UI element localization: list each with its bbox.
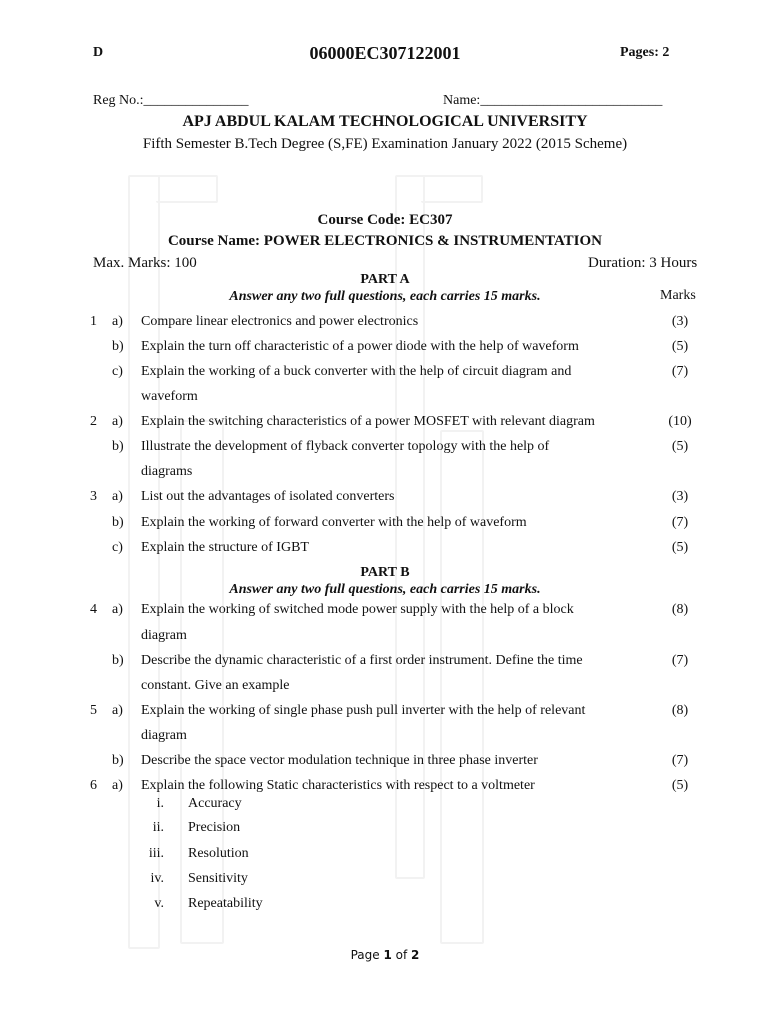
- page-prefix: Page: [350, 948, 384, 962]
- paper-series: D: [93, 45, 104, 60]
- question-sub: b): [112, 515, 124, 530]
- question-sub: b): [112, 439, 124, 454]
- question-text: List out the advantages of isolated converters: [141, 489, 395, 504]
- university-title: APJ ABDUL KALAM TECHNOLOGICAL UNIVERSITY: [182, 113, 588, 130]
- paper-code: 06000EC307122001: [309, 43, 461, 63]
- question-sub: b): [112, 653, 124, 668]
- reg-no-field: Reg No.:_______________: [93, 93, 249, 108]
- page-footer: [0, 948, 770, 962]
- question-marks: (7): [671, 753, 689, 768]
- part-b-instruction: Answer any two full questions, each carries 15 marks.: [229, 582, 541, 597]
- part-b-title: PART B: [360, 565, 410, 580]
- question-sub: a): [112, 602, 123, 617]
- question-text: Explain the following Static characteristics with respect to a voltmeter: [141, 778, 535, 793]
- list-item: Precision: [188, 820, 241, 835]
- question-text-continued: waveform: [141, 389, 198, 404]
- list-roman: ii.: [152, 820, 164, 835]
- list-item: Repeatability: [188, 896, 263, 911]
- question-text-continued: constant. Give an example: [141, 678, 290, 693]
- list-item: Sensitivity: [188, 871, 248, 886]
- part-a-instruction: Answer any two full questions, each carries 15 marks.: [229, 289, 541, 304]
- list-roman: iii.: [148, 846, 164, 861]
- course-name: Course Name: POWER ELECTRONICS & INSTRUMENTATION: [167, 233, 603, 249]
- question-number: 4: [90, 602, 97, 617]
- question-marks: (10): [668, 414, 692, 429]
- question-sub: b): [112, 753, 124, 768]
- list-roman: v.: [154, 896, 164, 911]
- question-marks: (7): [671, 515, 689, 530]
- question-sub: a): [112, 314, 123, 329]
- question-text: Describe the dynamic characteristic of a first order instrument. Define the time: [141, 653, 583, 668]
- list-roman: iv.: [150, 871, 164, 886]
- list-roman: i.: [156, 796, 164, 811]
- question-marks: (3): [671, 489, 689, 504]
- question-sub: c): [112, 540, 123, 555]
- question-text-continued: diagram: [141, 728, 187, 743]
- exam-title: Fifth Semester B.Tech Degree (S,FE) Examination January 2022 (2015 Scheme): [142, 136, 628, 152]
- question-text: Illustrate the development of flyback converter topology with the help of: [141, 439, 550, 454]
- question-text-continued: diagram: [141, 628, 187, 643]
- question-marks: (3): [671, 314, 689, 329]
- question-sub: c): [112, 364, 123, 379]
- question-marks: (5): [671, 439, 689, 454]
- course-code: Course Code: EC307: [317, 212, 453, 228]
- duration: Duration: 3 Hours: [588, 255, 698, 271]
- marks-column-label: Marks: [660, 288, 696, 303]
- question-number: 1: [90, 314, 97, 329]
- question-text: Explain the working of single phase push pull inverter with the help of relevant: [141, 703, 586, 718]
- question-marks: (7): [671, 653, 689, 668]
- question-marks: (5): [671, 339, 689, 354]
- question-number: 6: [90, 778, 97, 793]
- max-marks: Max. Marks: 100: [93, 255, 197, 271]
- part-a-title: PART A: [360, 272, 410, 287]
- list-item: Resolution: [188, 846, 249, 861]
- question-text: Explain the structure of IGBT: [141, 540, 309, 555]
- question-text: Explain the switching characteristics of a power MOSFET with relevant diagram: [141, 414, 595, 429]
- question-marks: (8): [671, 602, 689, 617]
- question-number: 2: [90, 414, 97, 429]
- question-text: Describe the space vector modulation technique in three phase inverter: [141, 753, 538, 768]
- question-marks: (5): [671, 778, 689, 793]
- question-text: Compare linear electronics and power electronics: [141, 314, 419, 329]
- question-text: Explain the working of forward converter with the help of waveform: [141, 515, 527, 530]
- question-text: Explain the working of switched mode power supply with the help of a block: [141, 602, 574, 617]
- page-of: of: [391, 948, 412, 962]
- page-number: 1: [383, 948, 392, 962]
- question-sub: a): [112, 703, 123, 718]
- page-total: 2: [411, 948, 420, 962]
- question-number: 3: [90, 489, 97, 504]
- question-marks: (7): [671, 364, 689, 379]
- question-text-continued: diagrams: [141, 464, 193, 479]
- question-number: 5: [90, 703, 97, 718]
- question-sub: a): [112, 489, 123, 504]
- list-item: Accuracy: [188, 796, 242, 811]
- name-field: Name:__________________________: [443, 93, 663, 108]
- question-sub: a): [112, 414, 123, 429]
- pages-count: Pages: 2: [620, 45, 670, 60]
- question-text: Explain the working of a buck converter with the help of circuit diagram and: [141, 364, 572, 379]
- question-marks: (5): [671, 540, 689, 555]
- question-sub: a): [112, 778, 123, 793]
- question-marks: (8): [671, 703, 689, 718]
- question-text: Explain the turn off characteristic of a power diode with the help of waveform: [141, 339, 579, 354]
- question-sub: b): [112, 339, 124, 354]
